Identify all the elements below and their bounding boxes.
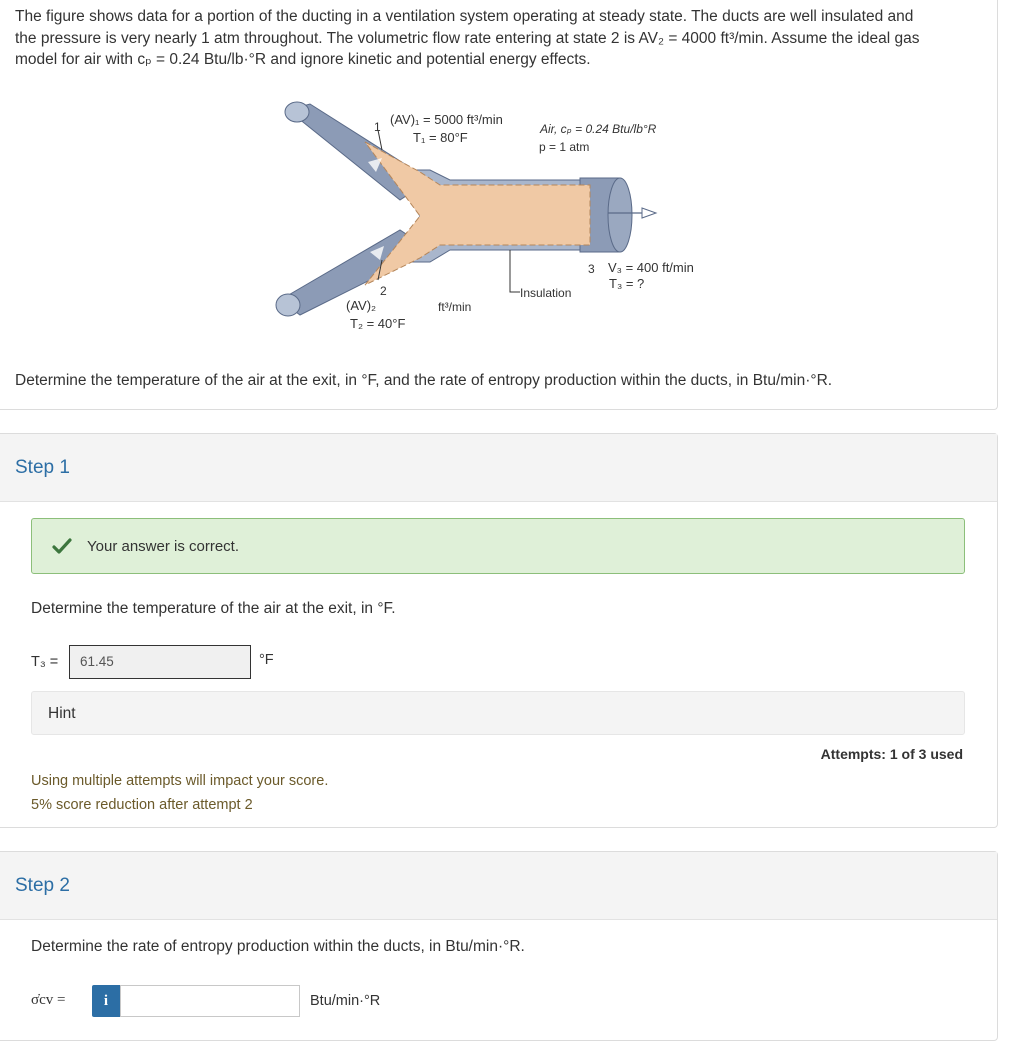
attempt-penalty-note — [31, 769, 328, 817]
step-1-card — [0, 433, 998, 828]
problem-question: Determine the temperature of the air at the exit, in °F, and the rate of entropy production within the ducts, in Btu/min·°R. — [15, 372, 833, 389]
state2-temp: T₂ = 40°F — [350, 316, 406, 331]
problem-line-1: The figure shows data for a portion of the ducting in a ventilation system operating at steady state. The ducts are well insulated and — [15, 8, 914, 25]
insulation-label: Insulation — [520, 286, 572, 300]
hint-button[interactable] — [31, 691, 965, 735]
t3-unit: °F — [259, 652, 274, 668]
state3-temp: T₃ = ? — [609, 276, 645, 291]
penalty-line-1: Using multiple attempts will impact your score. — [31, 773, 329, 789]
correct-banner — [31, 518, 965, 574]
step-2-header — [0, 852, 997, 920]
problem-statement — [15, 6, 990, 71]
upper-inlet-opening — [285, 102, 309, 122]
air-region — [365, 142, 590, 285]
info-icon[interactable]: i — [92, 985, 120, 1017]
duct-figure — [270, 100, 730, 350]
penalty-line-2: 5% score reduction after attempt 2 — [31, 797, 253, 813]
state1-flow: (AV)₁ = 5000 ft³/min — [390, 112, 503, 127]
t3-answer-field[interactable]: 61.45 — [69, 645, 251, 679]
t3-label: T₃ = — [31, 654, 59, 670]
step-2-title: Step 2 — [15, 875, 70, 896]
hint-label: Hint — [48, 705, 76, 722]
problem-line-2: the pressure is very nearly 1 atm throughout. The volumetric flow rate entering at state 2 is AV₂ = 4000 ft³/min. Assume the ideal gas — [15, 29, 920, 47]
step-2-question: Determine the rate of entropy production within the ducts, in Btu/min·°R. — [31, 938, 525, 955]
step-1-question: Determine the temperature of the air at the exit, in °F. — [31, 600, 396, 617]
sigma-unit: Btu/min·°R — [310, 993, 381, 1009]
sigma-label: σ̇cv = — [31, 992, 66, 1008]
outlet-opening — [608, 178, 632, 252]
insulation-leader — [510, 250, 520, 292]
state1-number: 1 — [374, 120, 381, 134]
problem-card — [0, 0, 998, 410]
sigma-answer-input[interactable] — [120, 985, 300, 1017]
check-icon — [52, 536, 72, 556]
pressure: p = 1 atm — [539, 140, 590, 154]
step-2-card — [0, 851, 998, 1041]
step-1-header — [0, 434, 997, 502]
lower-inlet-opening — [276, 294, 300, 316]
step-1-title: Step 1 — [15, 457, 70, 478]
problem-line-3: model for air with cₚ = 0.24 Btu/lb·°R and ignore kinetic and potential energy effects. — [15, 51, 591, 68]
state1-temp: T₁ = 80°F — [413, 130, 468, 145]
duct-diagram — [270, 100, 730, 350]
state2-unit: ft³/min — [438, 300, 472, 314]
attempts-counter: Attempts: 1 of 3 used — [820, 746, 963, 762]
exit-arrow-head — [642, 208, 656, 218]
state3-number: 3 — [588, 262, 595, 276]
air-props: Air, cₚ = 0.24 Btu/lb°R — [540, 122, 657, 136]
state3-velocity: V₃ = 400 ft/min — [608, 260, 694, 275]
state2-number: 2 — [380, 284, 387, 298]
correct-message: Your answer is correct. — [87, 538, 240, 555]
state2-flow: (AV)₂ — [346, 298, 377, 313]
